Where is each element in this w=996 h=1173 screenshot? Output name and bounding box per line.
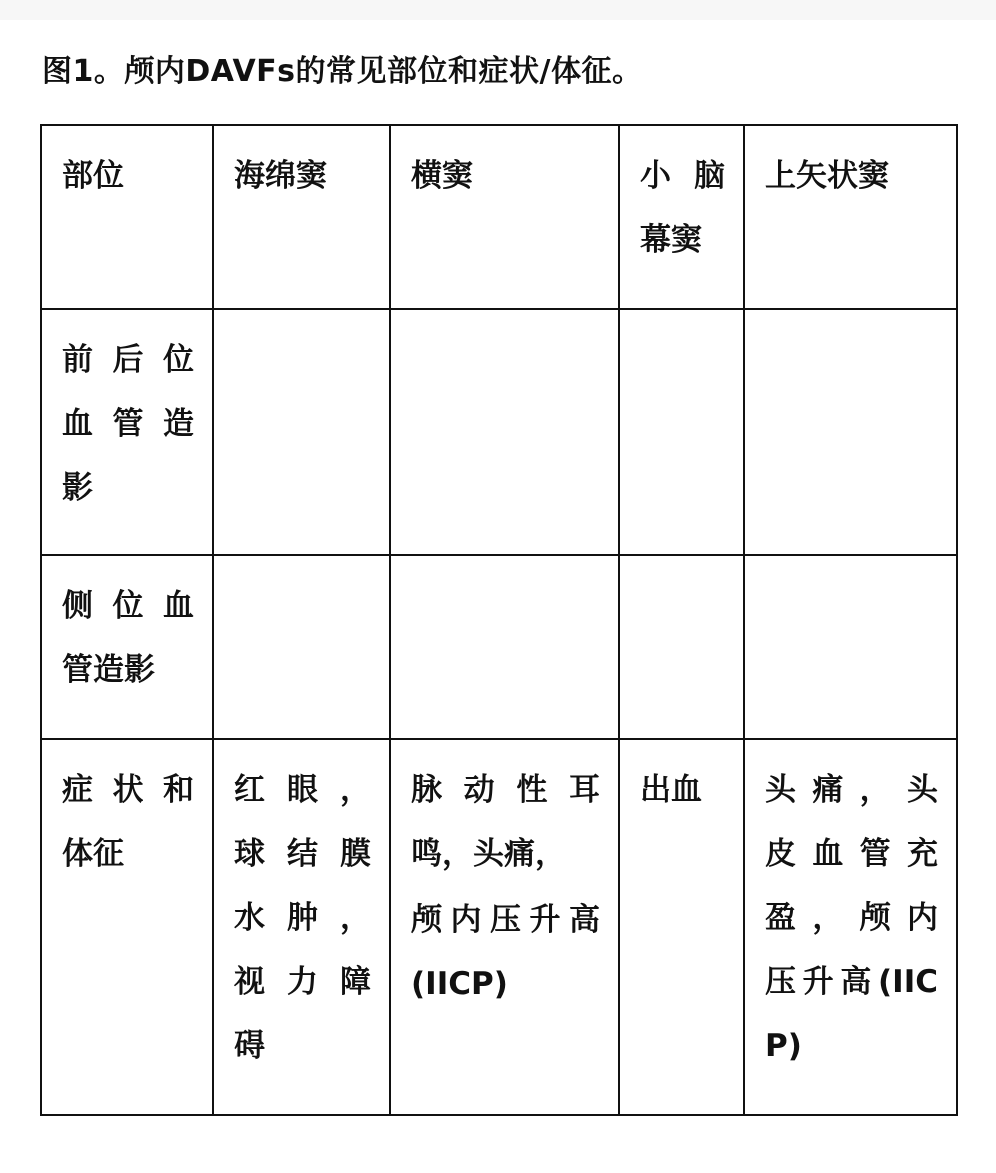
figure-caption: 图1。颅内DAVFs的常见部位和症状/体征。 bbox=[42, 54, 643, 89]
table-cell-cavernous-symptoms: 红 眼 ， 球 结 膜 水 肿 ， 视 力 障 碍 bbox=[213, 739, 390, 1115]
header-cell-cavernous-sinus: 海绵窦 bbox=[213, 125, 390, 309]
header-cell-location: 部位 bbox=[41, 125, 213, 309]
table-cell-tentorial-symptoms: 出血 bbox=[619, 739, 744, 1115]
table-cell bbox=[744, 309, 957, 555]
table-cell bbox=[213, 555, 390, 739]
top-strip bbox=[0, 0, 996, 20]
header-cell-superior-sagittal-sinus: 上矢状窦 bbox=[744, 125, 957, 309]
table-cell-sagittal-symptoms: 头 痛 ， 头 皮 血 管 充 盈 ， 颅 内 压升高(IIC P) bbox=[744, 739, 957, 1115]
table-cell bbox=[619, 309, 744, 555]
table-cell bbox=[213, 309, 390, 555]
row-label-symptoms-signs: 症 状 和 体征 bbox=[41, 739, 213, 1115]
table-cell-transverse-symptoms: 脉 动 性 耳 鸣，头痛， 颅内压升高 (IICP) bbox=[390, 739, 619, 1115]
header-cell-transverse-sinus: 横窦 bbox=[390, 125, 619, 309]
table-row bbox=[41, 309, 957, 555]
table-row bbox=[41, 555, 957, 739]
row-label-lateral-angiography: 侧 位 血 管造影 bbox=[41, 555, 213, 739]
table-cell bbox=[390, 309, 619, 555]
davf-table bbox=[40, 124, 958, 1116]
table-header-row bbox=[41, 125, 957, 309]
header-cell-tentorial-sinus: 小 脑 幕窦 bbox=[619, 125, 744, 309]
table-cell bbox=[390, 555, 619, 739]
table-row bbox=[41, 739, 957, 1115]
table-cell bbox=[744, 555, 957, 739]
row-label-ap-angiography: 前 后 位 血 管 造 影 bbox=[41, 309, 213, 555]
table-cell bbox=[619, 555, 744, 739]
